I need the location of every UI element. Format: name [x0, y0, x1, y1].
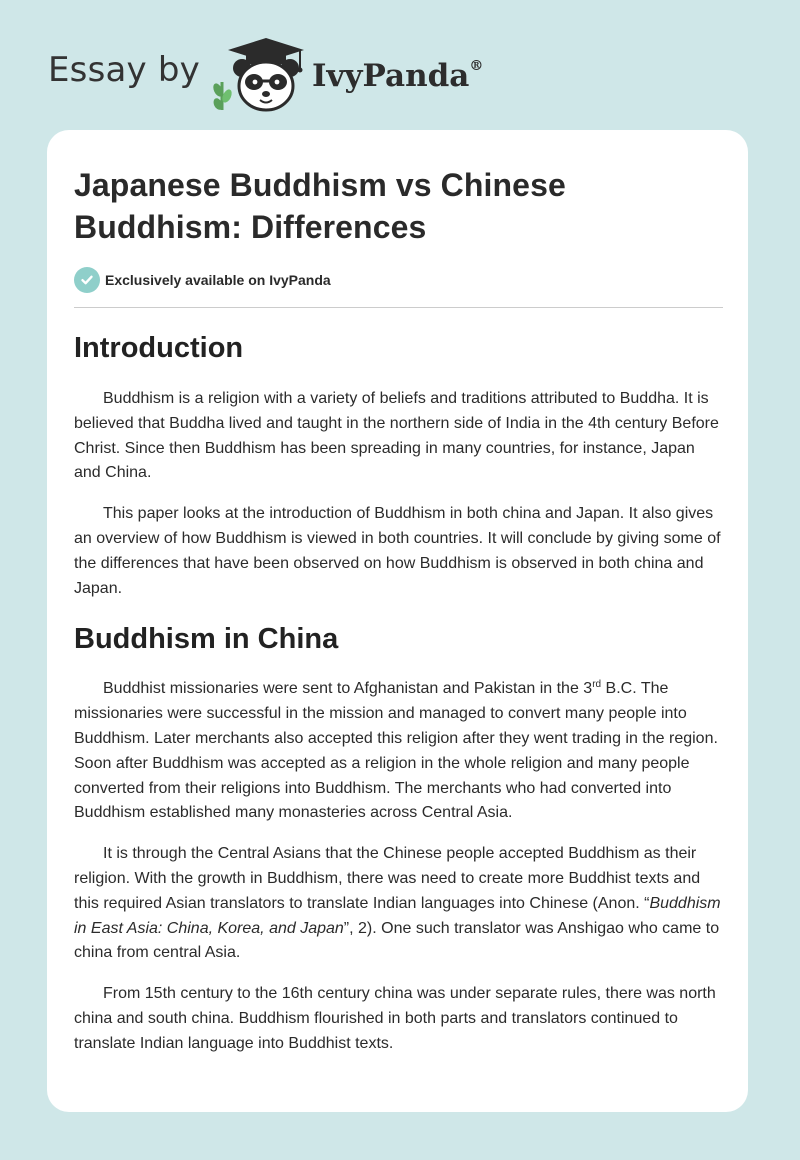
essay-by-label: Essay by — [48, 50, 200, 90]
section-heading-introduction: Introduction — [74, 332, 244, 364]
paragraph-text: It is through the Central Asians that the Chinese people accepted Buddhism as their religion. With the growth in Buddhism, there was need to create more Buddhist texts and this required Asian translators to translate Indian languages into Chinese (Anon. “ — [74, 845, 701, 912]
essay-title: Japanese Buddhism vs Chinese Buddhism: Differences — [74, 167, 566, 245]
ordinal-suffix: rd — [592, 679, 602, 691]
essay-card — [47, 130, 748, 1112]
paragraph-text: B.C. The missionaries were successful in the mission and managed to convert many people into Buddhism. Later merchants also accepted this religion after they went trading in the region. Soon after Buddhism was accepted as a religion in the whole religion and many people converted from their religions into Buddhism. The merchants who had converted into Buddhism established many monasteries across Central Asia. — [74, 680, 718, 822]
section-heading-china: Buddhism in China — [74, 623, 339, 656]
site-header — [48, 34, 483, 114]
brand-text: IvyPanda — [311, 58, 470, 94]
paragraph: This paper looks at the introduction of Buddhism in both china and Japan. It also gives an overview of how Buddhism is viewed in both countries. It will conclude by giving some of the differences that have been observed on how Buddhism is observed in both china and Japan. — [74, 505, 721, 597]
paragraph-text: ”, 2). One such translator was Anshigao who came to china from central Asia. — [74, 919, 720, 962]
paragraph: From 15th century to the 16th century china was under separate rules, there was north china and south china. Buddhism flourished in both parts and translators continued to translate Indian language into Buddhist texts. — [74, 985, 716, 1052]
citation-title: Buddhism in East Asia: China, Korea, and Japan — [74, 894, 721, 937]
exclusive-badge — [74, 266, 723, 294]
registered-mark: ® — [469, 58, 484, 74]
exclusive-label: Exclusively available on IvyPanda — [105, 272, 331, 288]
panda-logo-icon[interactable] — [212, 34, 308, 114]
paragraph — [74, 842, 723, 966]
essay-content — [74, 130, 723, 1057]
divider — [74, 307, 723, 308]
brand-name[interactable] — [312, 58, 483, 94]
paragraph: Buddhism is a religion with a variety of beliefs and traditions attributed to Buddha. It is believed that Buddha lived and taught in the northern side of India in the 4th century Before Christ. Since then Buddhism has been spreading in many countries, for instance, Japan and China. — [74, 390, 719, 482]
checkmark-icon — [74, 267, 100, 293]
paragraph — [74, 677, 723, 826]
paragraph-text: Buddhist missionaries were sent to Afghanistan and Pakistan in the 3 — [103, 680, 593, 698]
